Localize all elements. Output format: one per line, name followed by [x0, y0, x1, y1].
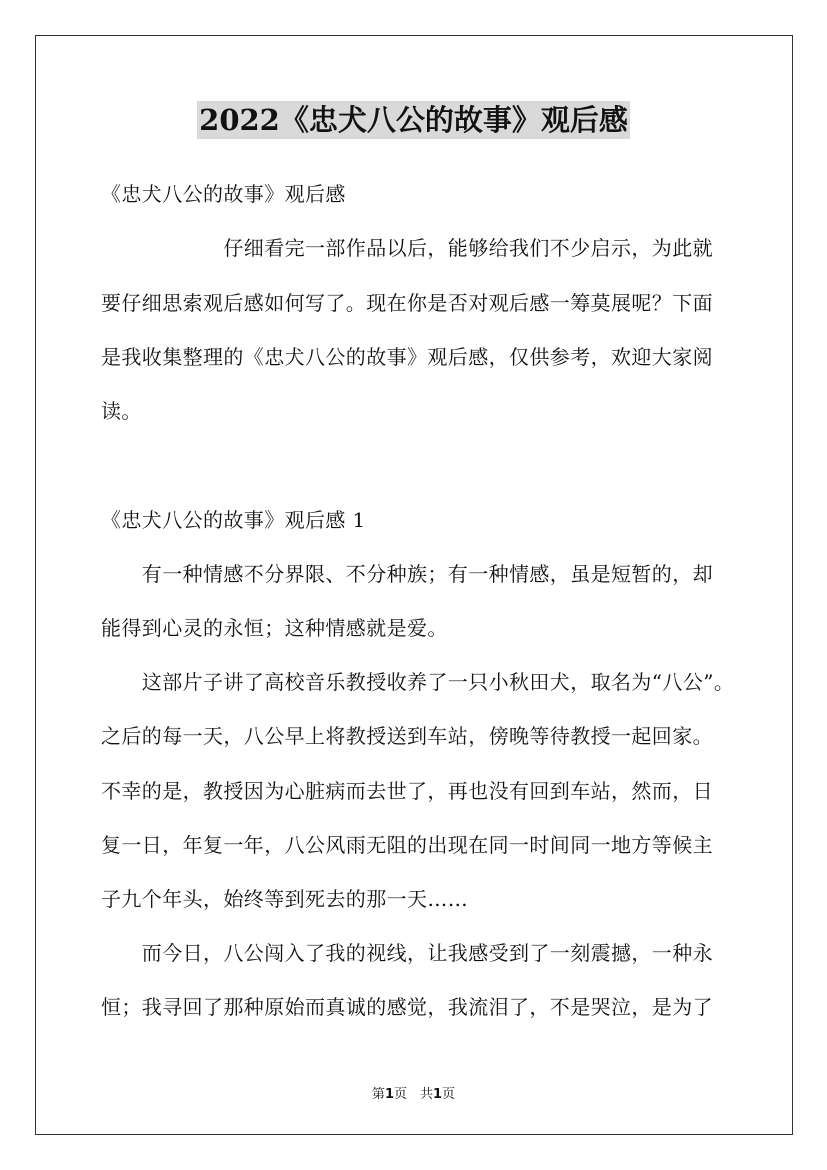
- line-9: 这部片子讲了高校音乐教授收养了一只小秋田犬，取名为“八公”。: [101, 670, 735, 694]
- footer-page-prefix: 第: [371, 1087, 385, 1102]
- line-13: 子九个年头，始终等到死去的那一天……: [101, 887, 469, 911]
- document-title: 2022《忠犬八公的故事》观后感: [199, 103, 628, 137]
- line-6: 《忠犬八公的故事》观后感 1: [101, 508, 366, 532]
- line-1: 《忠犬八公的故事》观后感: [101, 182, 346, 206]
- line-14: 而今日，八公闯入了我的视线，让我感受到了一刻震撼，一种永: [101, 941, 713, 965]
- line-12: 复一日，年复一年，八公风雨无阻的出现在同一时间同一地方等候主: [101, 833, 713, 857]
- line-7: 有一种情感不分界限、不分种族；有一种情感，虽是短暂的，却: [101, 562, 713, 586]
- line-3: 要仔细思索观后感如何写了。现在你是否对观后感一筹莫展呢？下面: [101, 291, 713, 315]
- footer-page-suffix: 页 共: [393, 1087, 433, 1102]
- footer-page-number: 1: [384, 1087, 394, 1102]
- line-2: 仔细看完一部作品以后，能够给我们不少启示，为此就: [101, 236, 713, 260]
- line-10: 之后的每一天，八公早上将教授送到车站，傍晚等待教授一起回家。: [101, 724, 713, 748]
- line-5: 读。: [101, 399, 142, 423]
- line-8: 能得到心灵的永恒；这种情感就是爱。: [101, 616, 448, 640]
- line-4: 是我收集整理的《忠犬八公的故事》观后感，仅供参考，欢迎大家阅: [101, 345, 713, 369]
- footer-total-pages: 1: [433, 1087, 443, 1102]
- line-11: 不幸的是，教授因为心脏病而去世了，再也没有回到车站，然而，日: [101, 779, 713, 803]
- line-15: 恒；我寻回了那种原始而真诚的感觉，我流泪了，不是哭泣，是为了: [101, 995, 713, 1019]
- footer-total-suffix: 页: [442, 1087, 456, 1102]
- document-title-container: [0, 100, 827, 140]
- page-footer: [0, 1083, 827, 1102]
